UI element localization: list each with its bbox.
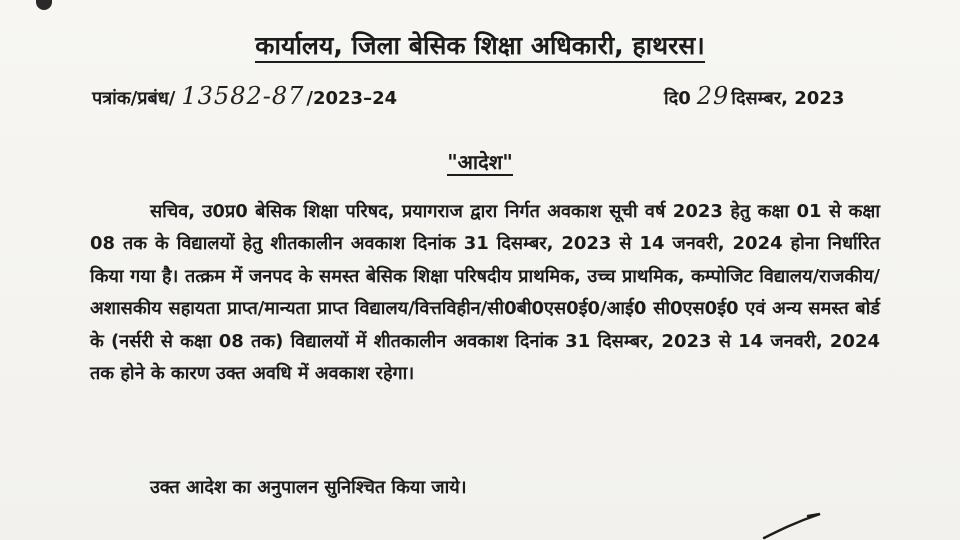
order-heading [0,148,960,175]
office-title-text: कार्यालय, जिला बेसिक शिक्षा अधिकारी, हाथरस। [255,31,704,63]
signature-stroke [760,508,830,540]
reference-line [92,82,397,110]
order-heading-text: "आदेश" [447,150,513,174]
order-body [90,196,880,390]
page-corner-mark [36,0,52,10]
date-day-handwritten: 29 [696,82,730,110]
date-line [664,82,844,110]
reference-label: पत्रांक/प्रबंध/ [92,88,176,109]
date-month-year: दिसम्बर, 2023 [731,88,845,109]
date-prefix: दि0 [664,88,691,109]
order-closing: उक्त आदेश का अनुपालन सुनिश्चित किया जाये। [150,477,467,498]
reference-suffix: /2023–24 [306,88,398,109]
order-body-paragraph: सचिव, उ0प्र0 बेसिक शिक्षा परिषद, प्रयागराज द्वारा निर्गत अवकाश सूची वर्ष 2023 हेतु कक्षा 01 से कक्षा 08 तक के विद्यालयों हेतु शीतकालीन अवकाश दिनांक 31 दिसम्बर, 2023 से 14 जनवरी, 2024 होना निर्धारित किया गया है। तत्क्रम में जनपद के समस्त बेसिक शिक्षा परिषदीय प्राथमिक, उच्च प्राथमिक, कम्पोजिट विद्यालय/राजकीय/ अशासकीय सहायता प्राप्त/मान्यता प्राप्त विद्यालय/वित्तविहीन/सी0बी0एस0ई0/आई0 सी0एस0ई0 एवं अन्य समस्त बोर्ड के (नर्सरी से कक्षा 08 तक) विद्यालयों में शीतकालीन अवकाश दिनांक 31 दिसम्बर, 2023 से 14 जनवरी, 2024 तक होने के कारण उक्त अवधि में अवकाश रहेगा। [90,201,880,385]
office-title [0,28,960,62]
reference-number-handwritten: 13582-87 [181,82,305,110]
